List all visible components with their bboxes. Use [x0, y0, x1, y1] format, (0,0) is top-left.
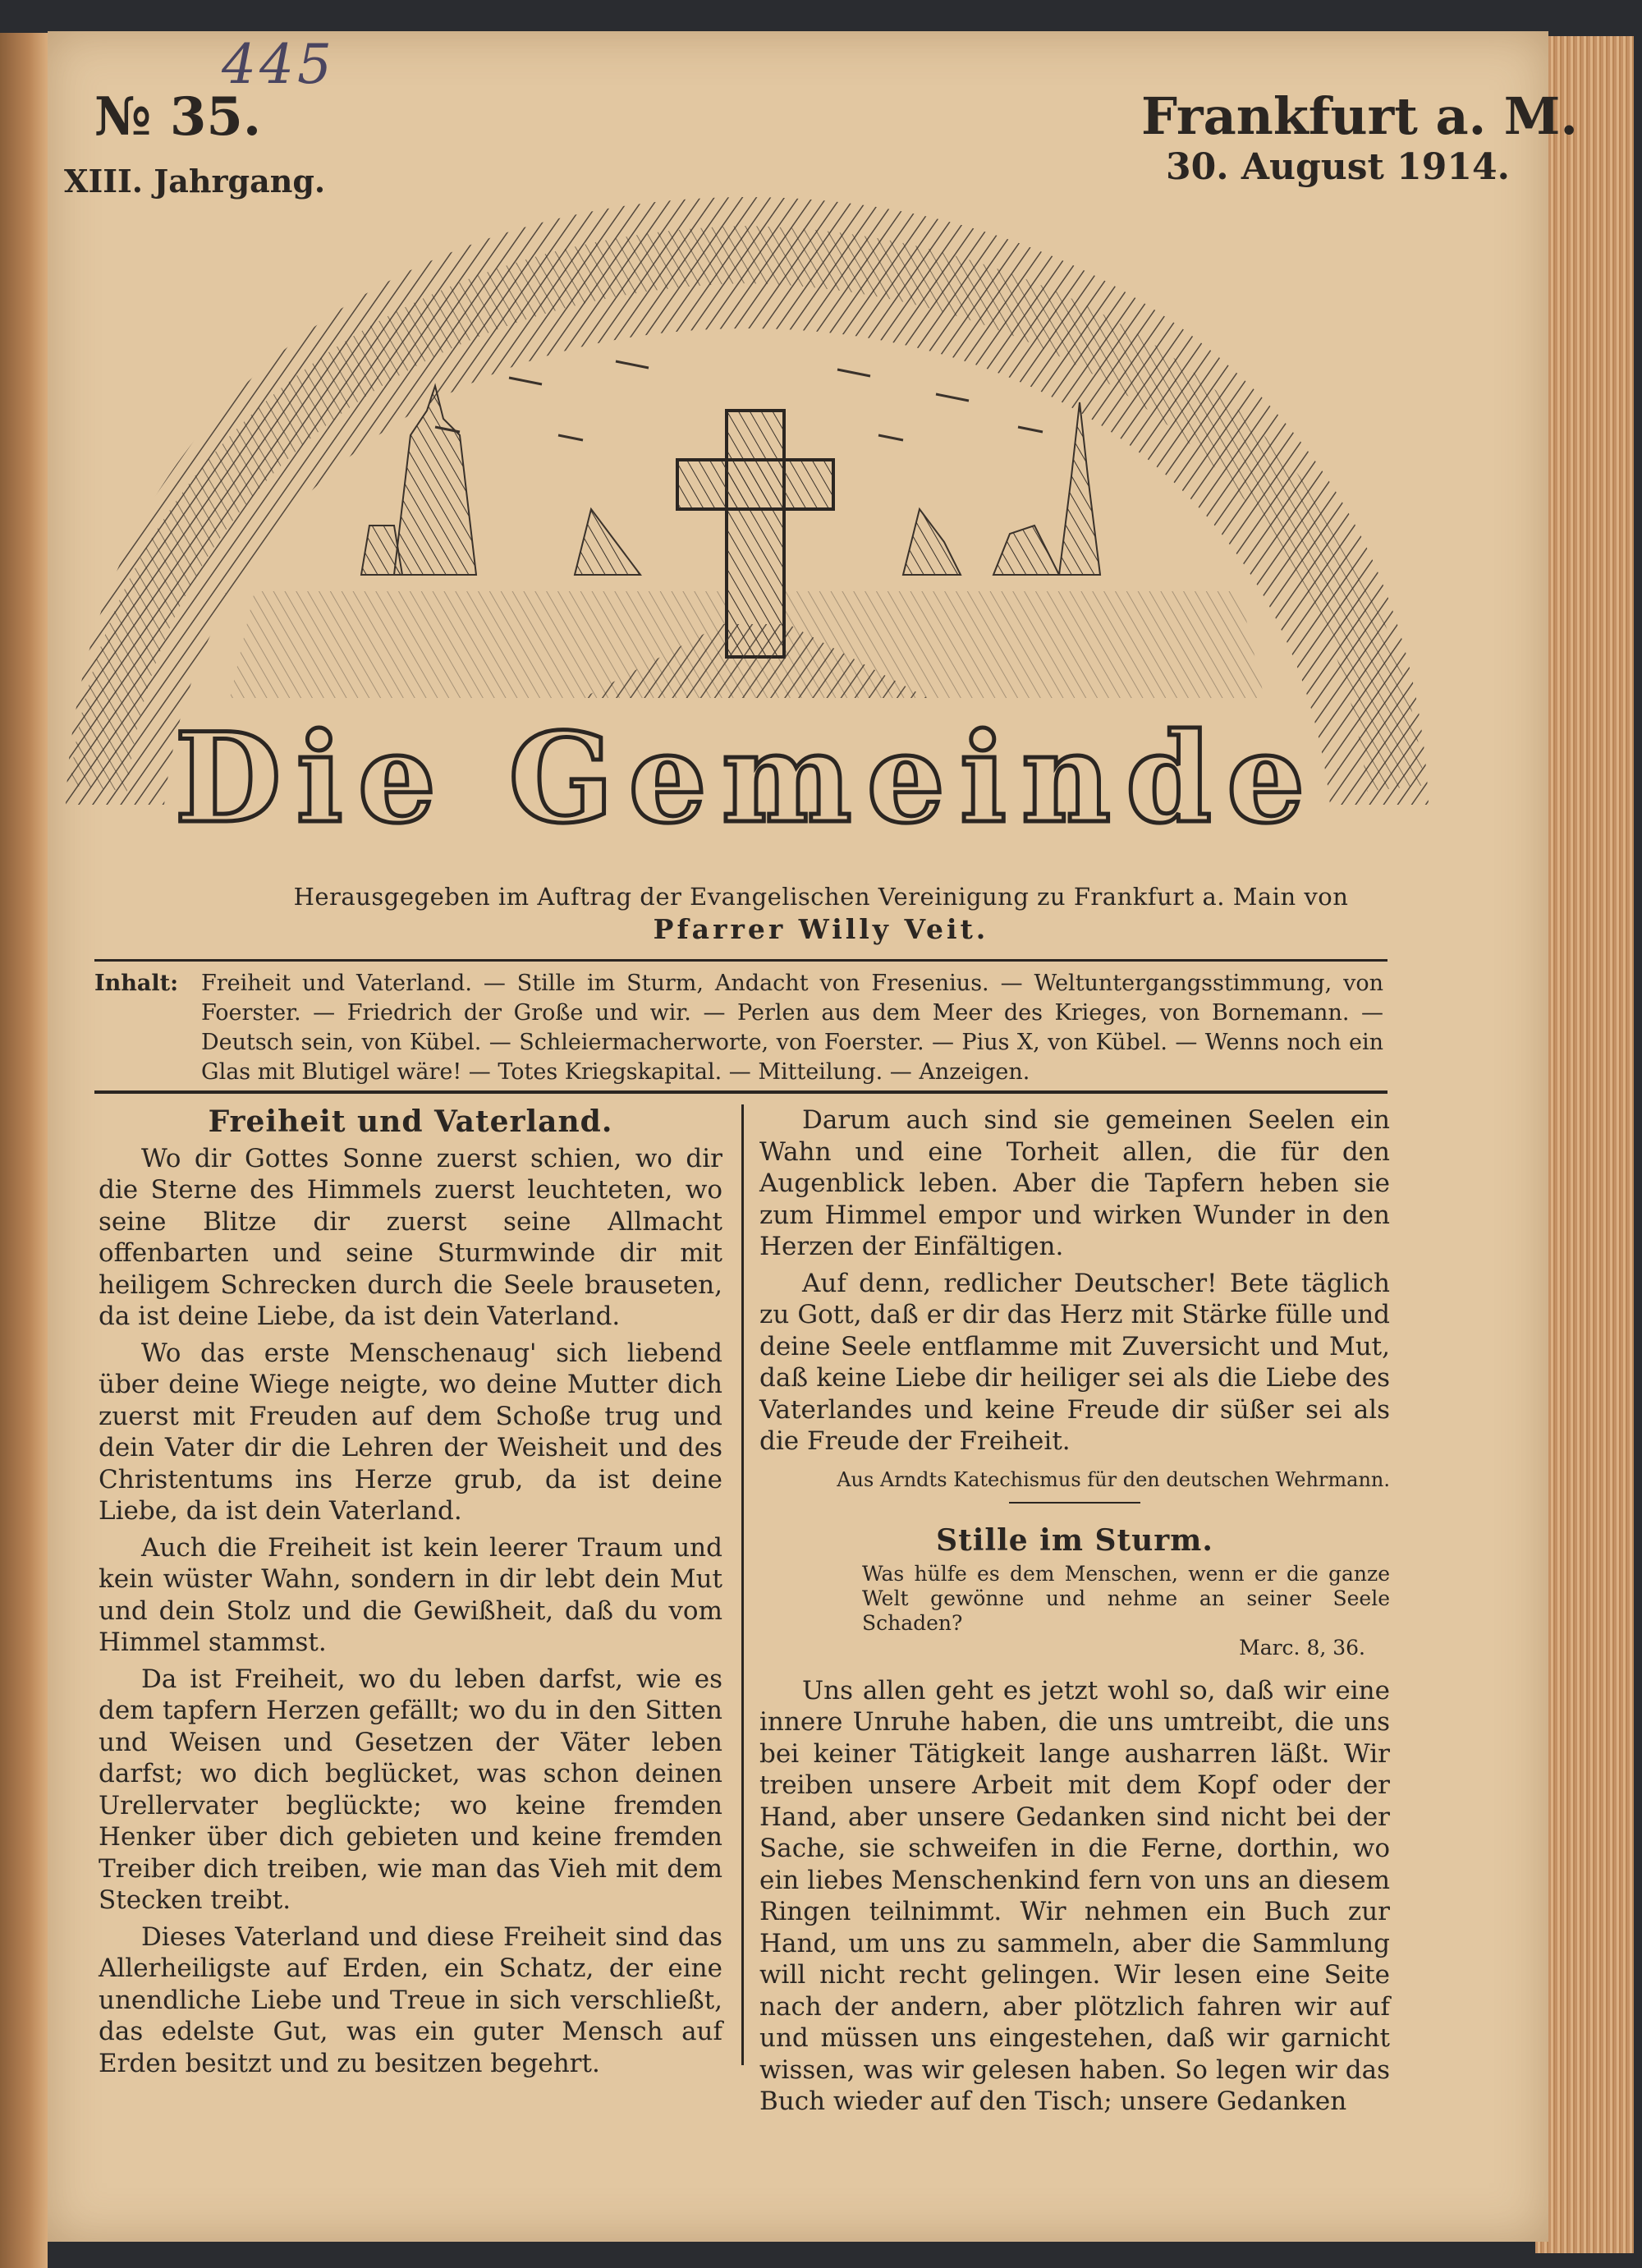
motto-reference: Marc. 8, 36. — [1239, 1635, 1365, 1660]
rule-contents-bottom — [94, 1090, 1387, 1094]
article-title: Freiheit und Vaterland. — [208, 1104, 613, 1139]
paragraph: Dieses Vaterland und diese Freiheit sind das Allerheiligste auf Erden, ein Schatz, der eine unendliche Liebe und Treue in sich verschließt, das edelste Gut, was ein guter Mensch auf Erden besitzt und zu besitzen begehrt. — [99, 1921, 722, 2078]
issue-date: 30. August 1914. — [1166, 146, 1510, 188]
paragraph: Wo dir Gottes Sonne zuerst schien, wo dir die Sterne des Himmels zuerst leuchteten, wo seine Blitze dir zuerst seine Allmacht offenbarten und seine Sturmwinde dir mit heiligem Schrecken durch die Seele brauseten, da ist deine Liebe, da ist dein Vaterland. — [99, 1143, 722, 1331]
paragraph: Darum auch sind sie gemeinen Seelen ein Wahn und eine Torheit allen, die für den Augenblick leben. Aber die Tapfern heben sie zum Himmel empor und wirken Wunder in den Herzen der Einfältigen. — [759, 1105, 1390, 1261]
handwritten-page-number: 445 — [222, 33, 335, 96]
motto-quote — [862, 1562, 1390, 1660]
motto-text: Was hülfe es dem Menschen, wenn er die ganze Welt gewönne und nehme an seiner Seele Schaden? — [862, 1561, 1390, 1635]
page-edges — [1535, 36, 1634, 2253]
rule-top — [94, 959, 1387, 962]
column-right — [759, 1104, 1390, 2123]
publisher-line: Herausgegeben im Auftrag der Evangelischen Vereinigung zu Frankfurt a. Main von — [293, 883, 1349, 911]
issue-number: № 35. — [94, 86, 262, 148]
column-divider — [741, 1104, 744, 2065]
editor-name: Pfarrer Willy Veit. — [653, 913, 989, 945]
book-binding — [0, 33, 48, 2268]
paragraph: Auf denn, redlicher Deutscher! Bete täglich zu Gott, daß er dir das Herz mit Stärke fülle und deine Seele entflamme mit Zuversicht und Mut, daß keine Liebe dir heiliger sei als die Liebe des Vaterlandes und keine Freude dir süßer sei als die Freude der Freiheit. — [759, 1268, 1390, 1456]
masthead-illustration — [49, 164, 1445, 870]
contents-text: Freiheit und Vaterland. — Stille im Sturm, Andacht von Fresenius. — Weltuntergangsstimmung, von Foerster. — Friedrich der Große und wir. — Perlen aus dem Meer des Krieges, von Bornemann. — Deutsch sein, von Kübel. — Schleiermacherworte, von Foerster. — Pius X, von Kübel. — Wenns noch ein Glas mit Blutigel wäre! — Totes Kriegskapital. — Mitteilung. — Anzeigen. — [201, 971, 1383, 1085]
place-of-publication: Frankfurt a. M. — [1141, 86, 1578, 146]
volume-year: XIII. Jahrgang. — [64, 163, 326, 200]
paragraph: Uns allen geht es jetzt wohl so, daß wir eine innere Unruhe haben, die uns umtreibt, die uns bei keiner Tätigkeit lange ausharren läßt. Wir treiben unsere Arbeit mit dem Kopf oder der Hand, aber unsere Gedanken sind nicht bei der Sache, sie schweifen in die Ferne, dorthin, wo ein liebes Menschenkind fern von uns an diesem Ringen teilnimmt. Wir nehmen ein Buch zur Hand, um uns zu sammeln, aber die Sammlung will nicht recht gelingen. Wir lesen eine Seite nach der andern, aber plötzlich fahren wir auf und müssen uns eingestehen, daß wir garnicht wissen, was wir gelesen haben. So legen wir das Buch wieder auf den Tisch; unsere Gedanken — [759, 1675, 1390, 2116]
article-title: Stille im Sturm. — [936, 1523, 1213, 1558]
paragraph: Wo das erste Menschenaug' sich liebend über deine Wiege neigte, wo deine Mutter dich zuerst mit Freuden auf dem Schoße trug und dein Vater dir die Lehren der Weisheit und des Christentums ins Herze grub, da ist deine Liebe, da ist dein Vaterland. — [99, 1338, 722, 1526]
paragraph: Da ist Freiheit, wo du leben darfst, wie es dem tapfern Herzen gefällt; wo du in den Sitten und Weisen und Gesetzen der Väter leben darfst; wo dich beglücket, was schon deinen Urellervater beglückte; wo keine fremden Henker über dich gebieten und keine fremden Treiber dich treiben, wie man das Vieh mit dem Stecken treibt. — [99, 1664, 722, 1915]
source-rule — [1009, 1502, 1140, 1504]
column-left — [99, 1104, 722, 2084]
contents-label: Inhalt: — [94, 971, 179, 996]
masthead-title: Die Gemeinde — [174, 706, 1320, 851]
paragraph: Auch die Freiheit ist kein leerer Traum und kein wüster Wahn, sondern in dir lebt dein Mut und dein Stolz und die Gewißheit, daß du vom Himmel stammst. — [99, 1532, 722, 1657]
article-source: Aus Arndts Katechismus für den deutschen Wehrmann. — [837, 1467, 1390, 1491]
